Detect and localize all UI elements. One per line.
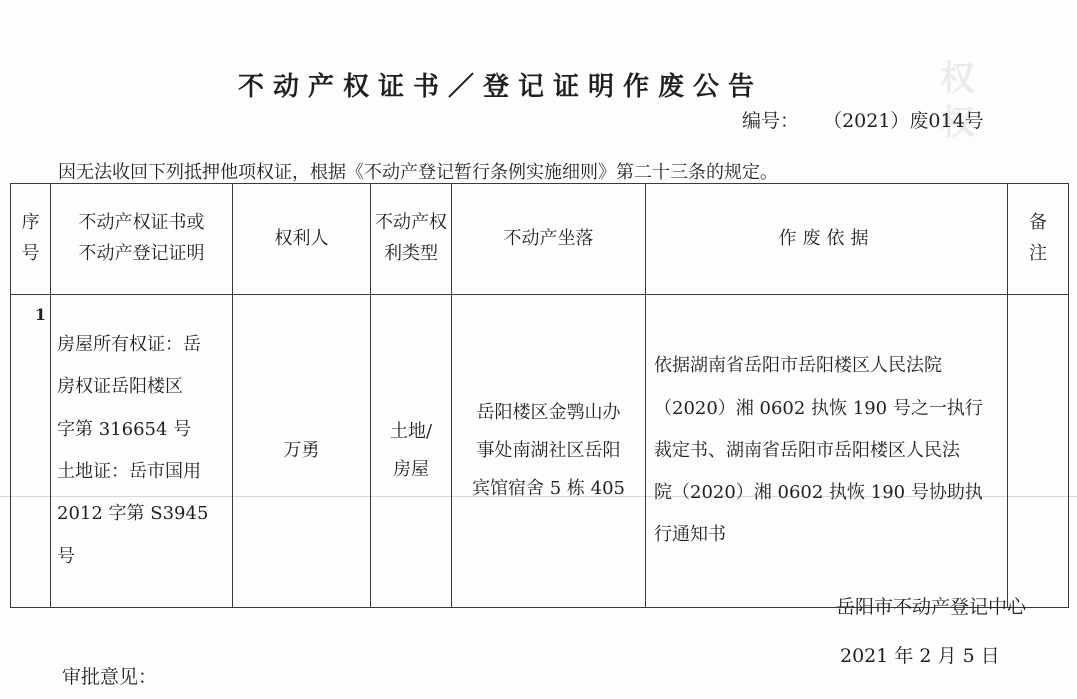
issue-date: 2021 年 2 月 5 日 <box>840 645 1000 667</box>
header-holder: 权利人 <box>233 184 371 295</box>
row-basis: 依据湖南省岳阳市岳阳楼区人民法院 （2020）湘 0602 执恢 190 号之一执行 裁定书、湖南省岳阳市岳阳楼区人民法 院（2020）湘 0602 执恢 190 号协助执 行通知书 <box>646 295 1008 608</box>
bleed-through-mark: 权权 <box>934 60 974 148</box>
table-row <box>11 295 1069 608</box>
page-title: 不动产权证书／登记证明作废公告 <box>238 72 764 102</box>
table-header-row <box>11 184 1069 295</box>
header-location: 不动产坐落 <box>452 184 646 295</box>
header-right-type: 不动产权 利类型 <box>371 184 452 295</box>
document-number <box>742 106 984 133</box>
header-seq: 序 号 <box>11 184 51 295</box>
void-notice-table <box>10 183 1069 608</box>
row-holder: 万勇 <box>233 295 371 608</box>
intro-text: 因无法收回下列抵押他项权证，根据《不动产登记暂行条例实施细则》第二十三条的规定。 <box>58 162 778 183</box>
document-number-label: 编号： <box>742 110 800 132</box>
header-remark: 备 注 <box>1008 184 1069 295</box>
approval-label: 审批意见： <box>62 666 158 688</box>
row-remark <box>1008 295 1069 608</box>
row-certificate: 房屋所有权证：岳 房权证岳阳楼区 字第 316654 号 土地证：岳市国用 2012 字第 S3945 号 <box>51 295 233 608</box>
row-seq: 1 <box>11 295 51 608</box>
issuing-authority: 岳阳市不动产登记中心 <box>836 596 1027 618</box>
row-location: 岳阳楼区金鹗山办 事处南湖社区岳阳 宾馆宿舍 5 栋 405 <box>452 295 646 608</box>
document-number-value: （2021）废014号 <box>823 110 984 132</box>
row-right-type: 土地/ 房屋 <box>371 295 452 608</box>
header-certificate: 不动产权证书或 不动产登记证明 <box>51 184 233 295</box>
header-basis: 作废依据 <box>646 184 1008 295</box>
